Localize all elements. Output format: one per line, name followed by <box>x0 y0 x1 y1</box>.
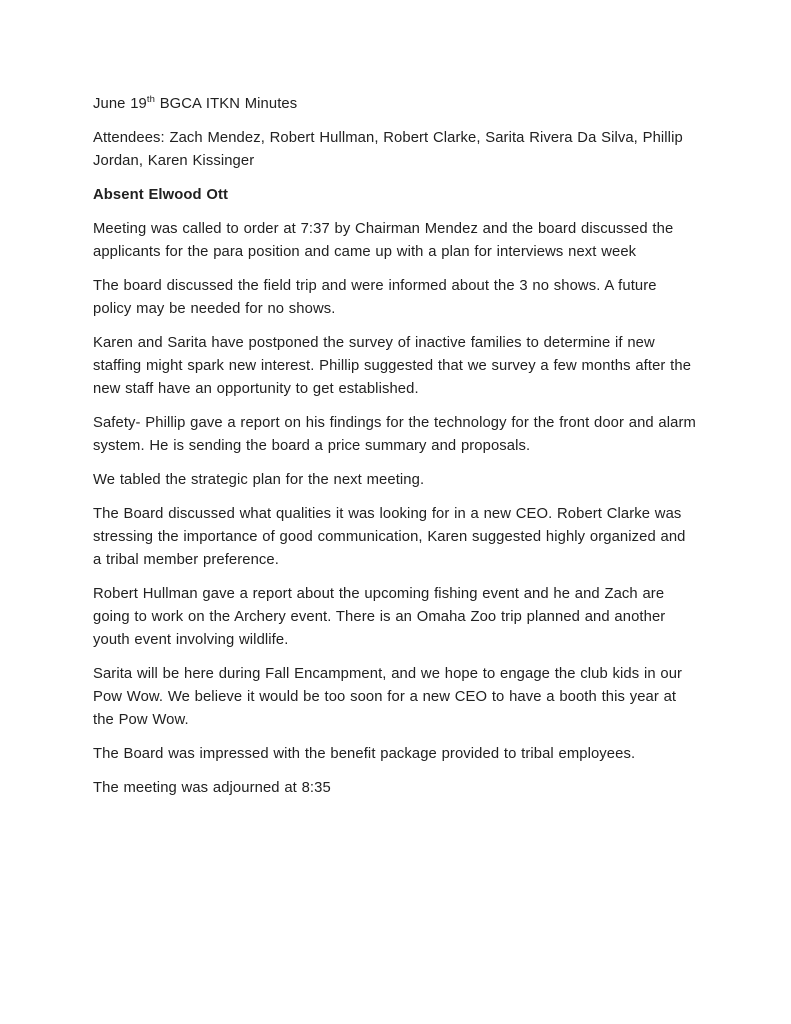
paragraph: The board discussed the field trip and were informed about the 3 no shows. A future policy may be needed for no shows. <box>93 278 657 317</box>
title-ordinal-suffix: th <box>146 94 155 106</box>
paragraph: We tabled the strategic plan for the next meeting. <box>93 472 425 488</box>
paragraph: Robert Hullman gave a report about the upcoming fishing event and he and Zach are going to work on the Archery event. There is an Omaha Zoo trip planned and another youth event involving wildlife. <box>93 586 666 648</box>
title-date: June 19 <box>93 96 147 112</box>
document-content <box>93 93 698 800</box>
paragraph: The Board discussed what qualities it was looking for in a new CEO. Robert Clarke was stressing the importance of good communication, Karen suggested highly organized and a tribal member preference. <box>93 506 686 568</box>
paragraph: Meeting was called to order at 7:37 by Chairman Mendez and the board discussed the applicants for the para position and came up with a plan for interviews next week <box>93 221 674 260</box>
paragraph: Attendees: Zach Mendez, Robert Hullman, Robert Clarke, Sarita Rivera Da Silva, Phillip Jordan, Karen Kissinger <box>93 130 683 169</box>
paragraph: The Board was impressed with the benefit package provided to tribal employees. <box>93 746 636 762</box>
paragraph: The meeting was adjourned at 8:35 <box>93 780 331 796</box>
document-title <box>93 93 698 116</box>
title-rest: BGCA ITKN Minutes <box>154 96 298 112</box>
paragraphs <box>93 127 698 800</box>
paragraph-bold: Absent Elwood Ott <box>93 187 229 203</box>
paragraph: Safety- Phillip gave a report on his findings for the technology for the front door and alarm system. He is sending the board a price summary and proposals. <box>93 415 696 454</box>
paragraph: Karen and Sarita have postponed the survey of inactive families to determine if new staffing might spark new interest. Phillip suggested that we survey a few months after the new staff have an opportunity to get established. <box>93 335 692 397</box>
paragraph: Sarita will be here during Fall Encampment, and we hope to engage the club kids in our Pow Wow. We believe it would be too soon for a new CEO to have a booth this year at the Pow Wow. <box>93 666 683 728</box>
